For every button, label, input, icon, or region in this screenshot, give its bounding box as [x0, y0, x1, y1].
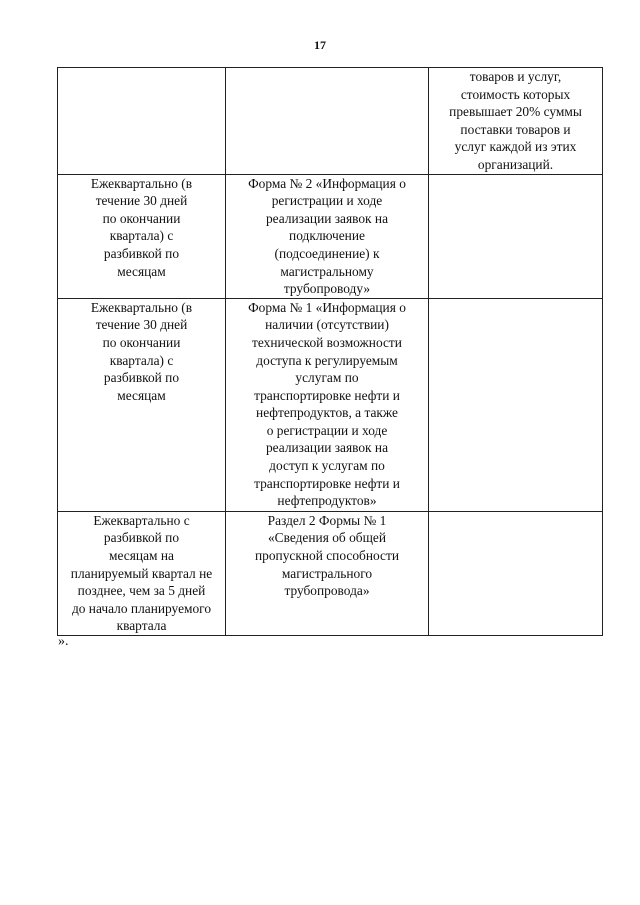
note-cell — [429, 68, 603, 175]
form-text: Форма № 2 «Информация о регистрации и ходе реализации заявок на подключение (подсоединение) к магистральному трубопроводу» — [248, 175, 406, 297]
form-cell — [226, 298, 429, 511]
table-row — [58, 298, 603, 511]
form-cell — [226, 68, 429, 175]
table-row — [58, 174, 603, 298]
periodicity-text: Ежеквартально (в течение 30 дней по окончании квартала) с разбивкой по месяцам — [90, 175, 193, 279]
closing-quote-mark: ». — [58, 634, 69, 649]
periodicity-cell — [58, 174, 226, 298]
periodicity-text: Ежеквартально с разбивкой по месяцам на планируемый квартал не позднее, чем за 5 дней до начало планируемого квартала — [70, 512, 213, 634]
periodicity-cell — [58, 511, 226, 635]
table-row — [58, 511, 603, 635]
note-cell — [429, 174, 603, 298]
form-cell — [226, 174, 429, 298]
note-cell — [429, 511, 603, 635]
periodicity-text: Ежеквартально (в течение 30 дней по окончании квартала) с разбивкой по месяцам — [90, 299, 193, 403]
form-text: Раздел 2 Формы № 1 «Сведения об общей пропускной способности магистрального трубопровода» — [255, 512, 399, 599]
form-text: Форма № 1 «Информация о наличии (отсутствии) технической возможности доступа к регулируемым услугам по транспортировке нефти и нефтепродуктов, а также о регистрации и ходе реализации заявок на доступ к услугам по транспортировке нефти и нефтепродуктов» — [248, 299, 406, 509]
page-number: 17 — [314, 38, 326, 52]
note-cell — [429, 298, 603, 511]
periodicity-cell — [58, 298, 226, 511]
form-cell — [226, 511, 429, 635]
table-row — [58, 68, 603, 175]
reporting-table — [57, 67, 603, 636]
periodicity-cell — [58, 68, 226, 175]
note-text: товаров и услуг, стоимость которых превышает 20% суммы поставки товаров и услуг каждой из этих организаций. — [449, 69, 582, 172]
